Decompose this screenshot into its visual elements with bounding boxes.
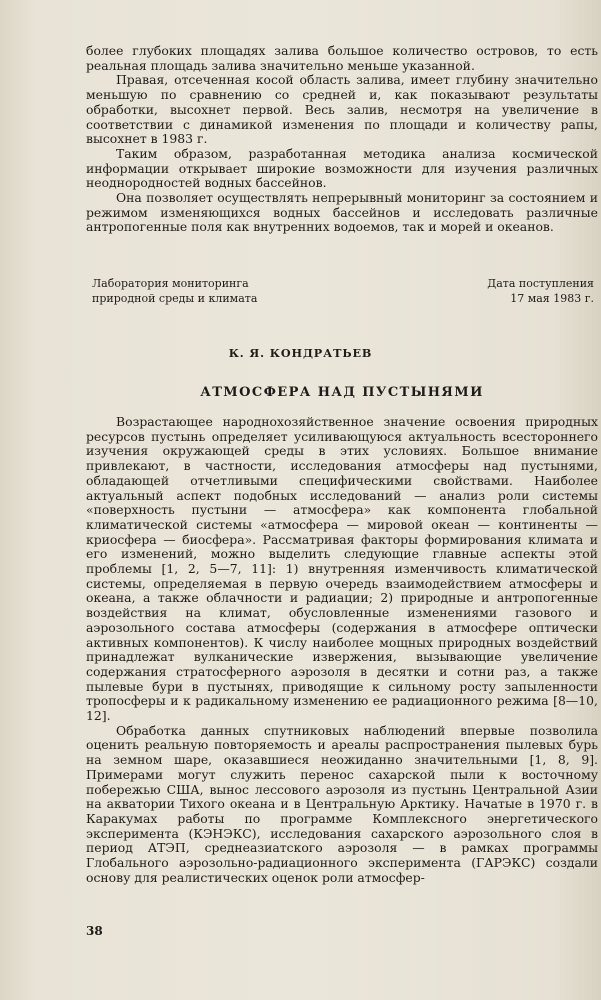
affiliation-line: природной среды и климата (92, 291, 258, 305)
page-number: 38 (86, 924, 103, 938)
received-label: Дата поступления (487, 277, 594, 290)
paragraph: более глубоких площадях залива большое количество островов, то есть реальная площадь залива значительно меньше указанной. (86, 43, 598, 73)
affiliation-line: Лаборатория мониторинга (92, 277, 249, 290)
paragraph: Возрастающее народнохозяйственное значение освоения природных ресурсов пустынь определяет усиливающуюся актуальность всестороннего изучения окружающей среды в этих условиях. Большое внимание привлекают, в частности, исследования атмосферы над пустынями, обладающей отчетливыми специфическими свойствами. Наиболее актуальный аспект подобных исследований — анализ роли системы «поверхность пустыни — атмосфера» как компонента глобальной климатической системы «атмосфера — мировой океан — континенты — криосфера — биосфера». Рассматривая факторы формирования климата и его изменений, можно выделить следующие главные аспекты этой проблемы [1, 2, 5—7, 11]: 1) внутренняя изменчивость климатической системы, определяемая в первую очередь взаимодействием атмосферы и океана, а также облачности и радиации; 2) природные и антропогенные воздействия на климат, обусловленные изменениями газового и аэрозольного состава атмосферы (содержания в атмосфере оптически активных компонентов). К числу наиболее мощных природных воздействий принадлежат вулканические извержения, вызывающие увеличение содержания стратосферного аэрозоля в десятки и сотни раз, а также пылевые бури в пустынях, приводящие к сильному росту запыленности тропосферы и к радикальному изменению ее радиационного режима [8—10, 12]. (86, 414, 598, 724)
article-signature (92, 277, 594, 306)
paragraph: Обработка данных спутниковых наблюдений впервые позволила оценить реальную повторяемость и ареалы распространения пылевых бурь на земном шаре, оказавшиеся неожиданно значительными [1, 8, 9]. Примерами могут служить перенос сахарской пыли к восточному побережью США, вынос лессового аэрозоля из пустынь Центральной Азии на акватории Тихого океана и в Центральную Арктику. Начатые в 1970 г. в Каракумах работы по программе Комплексного энергетического эксперимента (КЭНЭКС), исследования сахарского аэрозольного слоя в период АТЭП, среднеазиатского аэрозоля — в рамках программы Глобального аэрозольно-радиационного эксперимента (ГАРЭКС) создали основу для реалистических оценок роли атмосфер- (86, 722, 598, 885)
article-title: АТМОСФЕРА НАД ПУСТЫНЯМИ (200, 385, 484, 400)
paragraph: Таким образом, разработанная методика анализа космической информации открывает широкие возможности для изучения различных неоднородностей водных бассейнов. (86, 145, 598, 191)
received-value: 17 мая 1983 г. (510, 291, 594, 305)
received-date (487, 277, 594, 306)
article-author: К. Я. КОНДРАТЬЕВ (228, 346, 373, 360)
preceding-article-text (86, 44, 598, 235)
article-body (86, 415, 598, 886)
paragraph: Правая, отсеченная косой область залива, имеет глубину значительно меньшую по сравнению со средней и, как показывают результаты обработки, высохнет первой. Весь залив, несмотря на увеличение в соответствии с динамикой изменения по площади и количеству рапы, высохнет в 1983 г. (86, 72, 598, 147)
paragraph: Она позволяет осуществлять непрерывный мониторинг за состоянием и режимом изменяющихся водных бассейнов и исследовать различные антропогенные поля как внутренних водоемов, так и морей и океанов. (86, 190, 598, 235)
affiliation (92, 277, 257, 306)
